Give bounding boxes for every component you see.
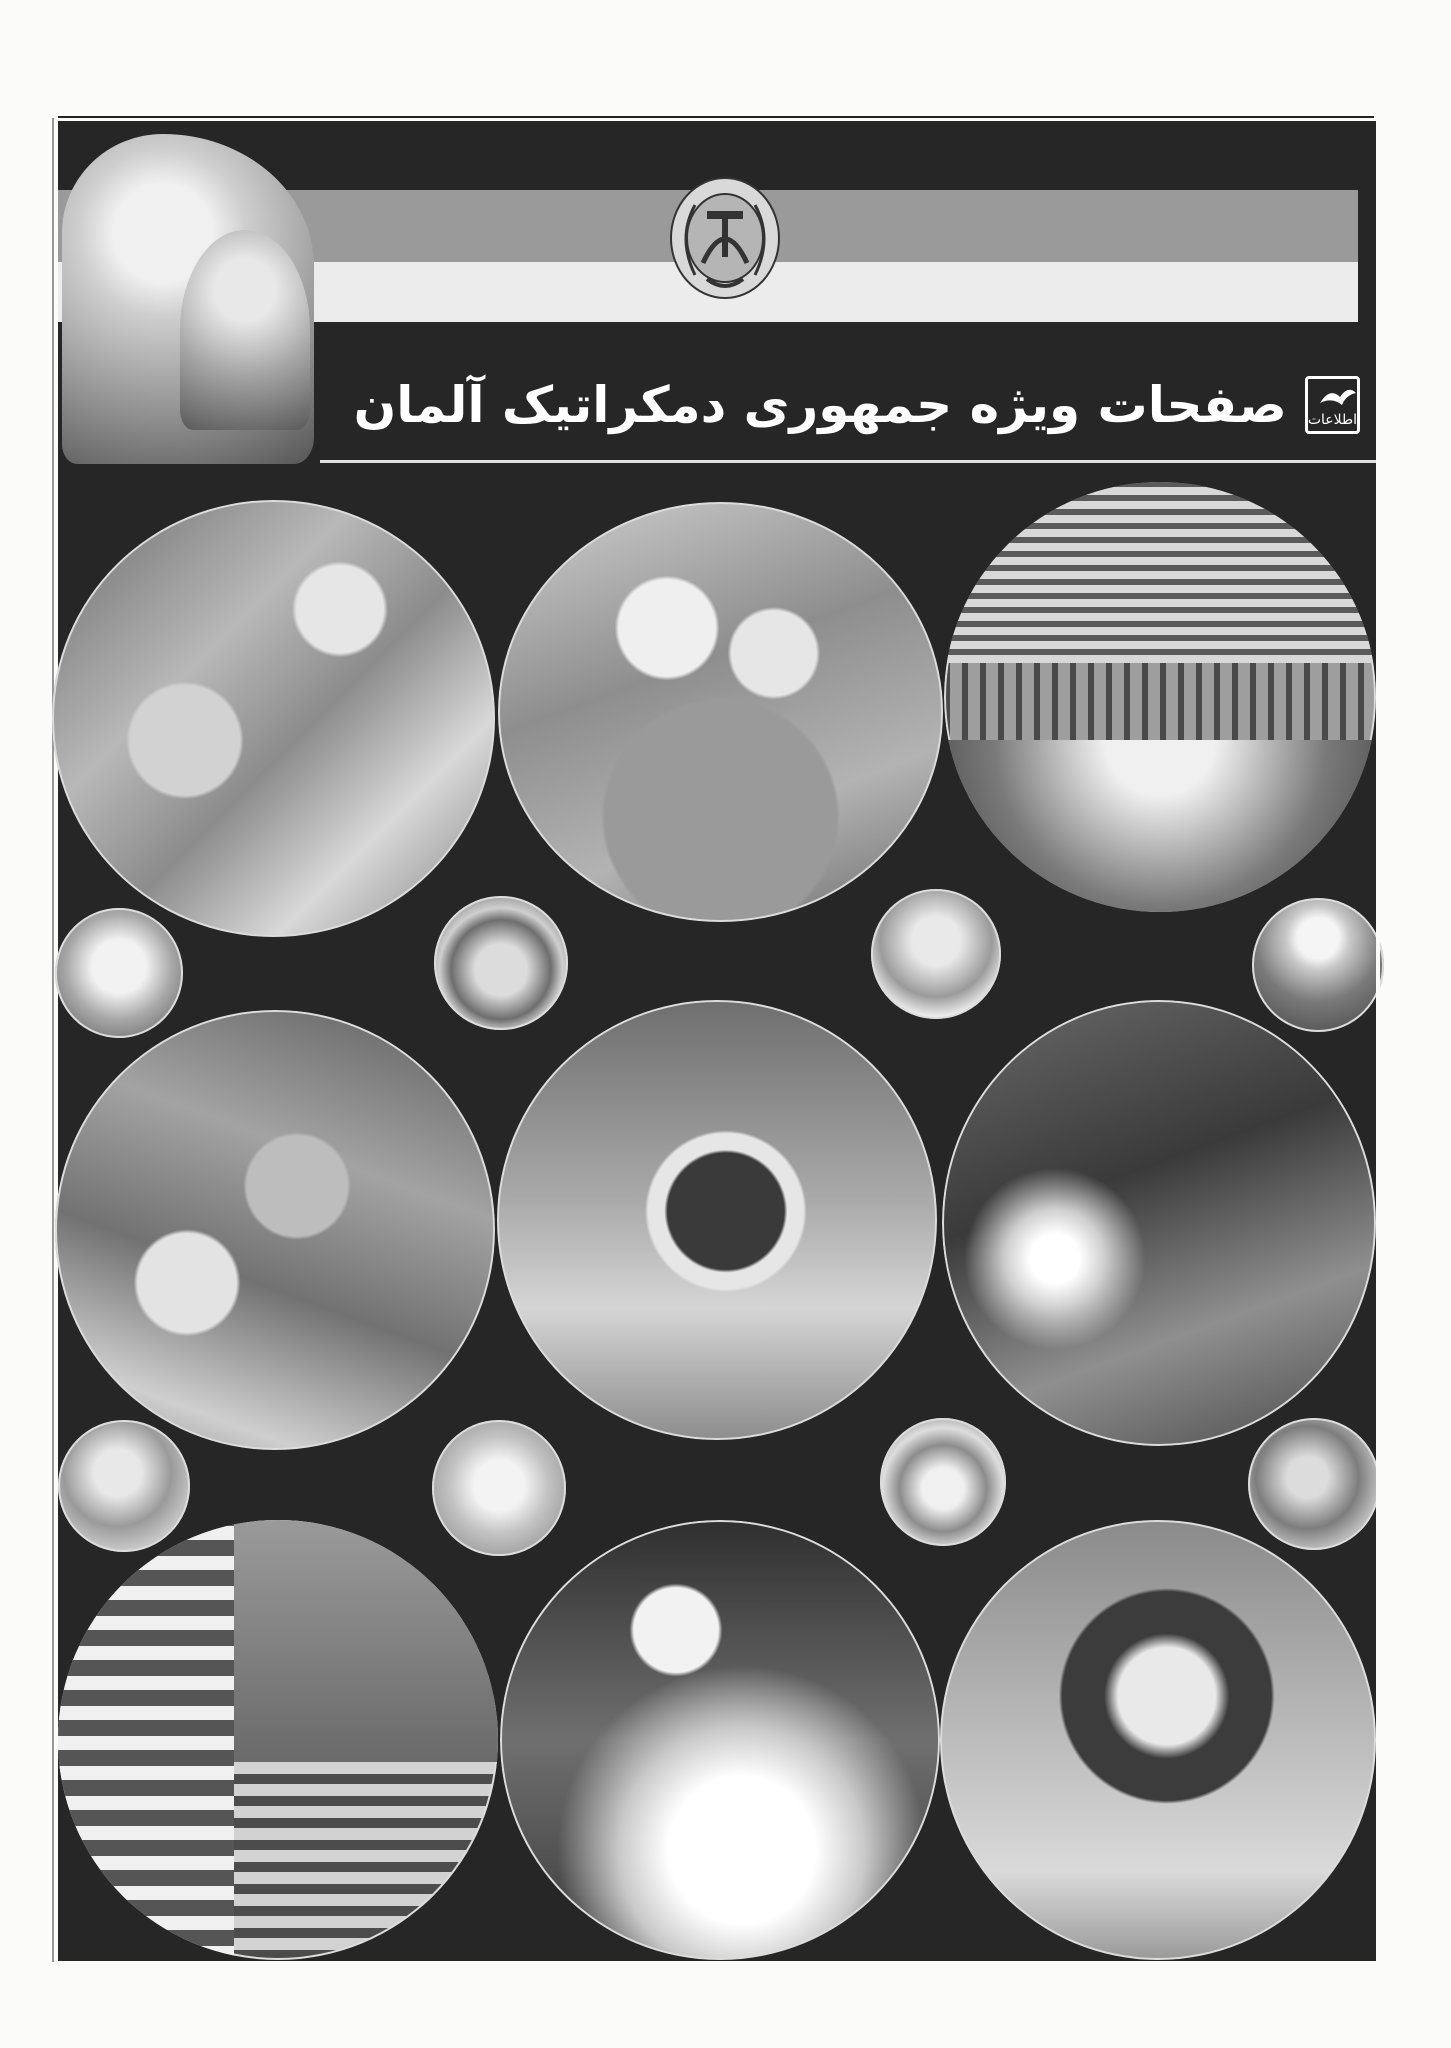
- photo-workers-reading: [55, 1010, 495, 1450]
- left-edge-line: [52, 118, 54, 1962]
- publication-logo: [1305, 376, 1360, 434]
- photo-cathedral-apartments: [58, 1520, 498, 1960]
- logo-label: اطلاعات: [1307, 412, 1357, 428]
- top-rule: [58, 116, 1374, 118]
- photo-welder-sparks: [942, 1000, 1376, 1446]
- photo-laboratory-scientists: [52, 500, 495, 937]
- photo-woman-with-glasses: [871, 889, 1001, 1019]
- photo-child-in-helmet: [434, 896, 568, 1030]
- right-margin: [1376, 121, 1380, 1961]
- photo-man-hard-hat: [1252, 898, 1384, 1032]
- photo-industrial-emblem-sculpture: [497, 1000, 937, 1440]
- state-emblem-icon: [667, 175, 783, 301]
- photo-girls-with-medals: [498, 502, 943, 922]
- photo-modern-building-fountains: [944, 482, 1376, 912]
- bird-icon: [1318, 383, 1358, 411]
- header-bottom-rule: [320, 460, 1376, 463]
- photo-steelworker-sparks: [500, 1520, 940, 1960]
- photo-young-woman-writing: [940, 1520, 1376, 1960]
- photo-worker-at-machine: [1248, 1418, 1380, 1550]
- photo-girl-flower-crown: [880, 1418, 1006, 1546]
- header-title-row: [353, 360, 1360, 450]
- header-photo-woman-scarf: [180, 230, 310, 430]
- photo-smiling-child: [55, 908, 183, 1038]
- page-title: صفحات ویژه جمهوری دمکراتیک آلمان: [353, 376, 1287, 434]
